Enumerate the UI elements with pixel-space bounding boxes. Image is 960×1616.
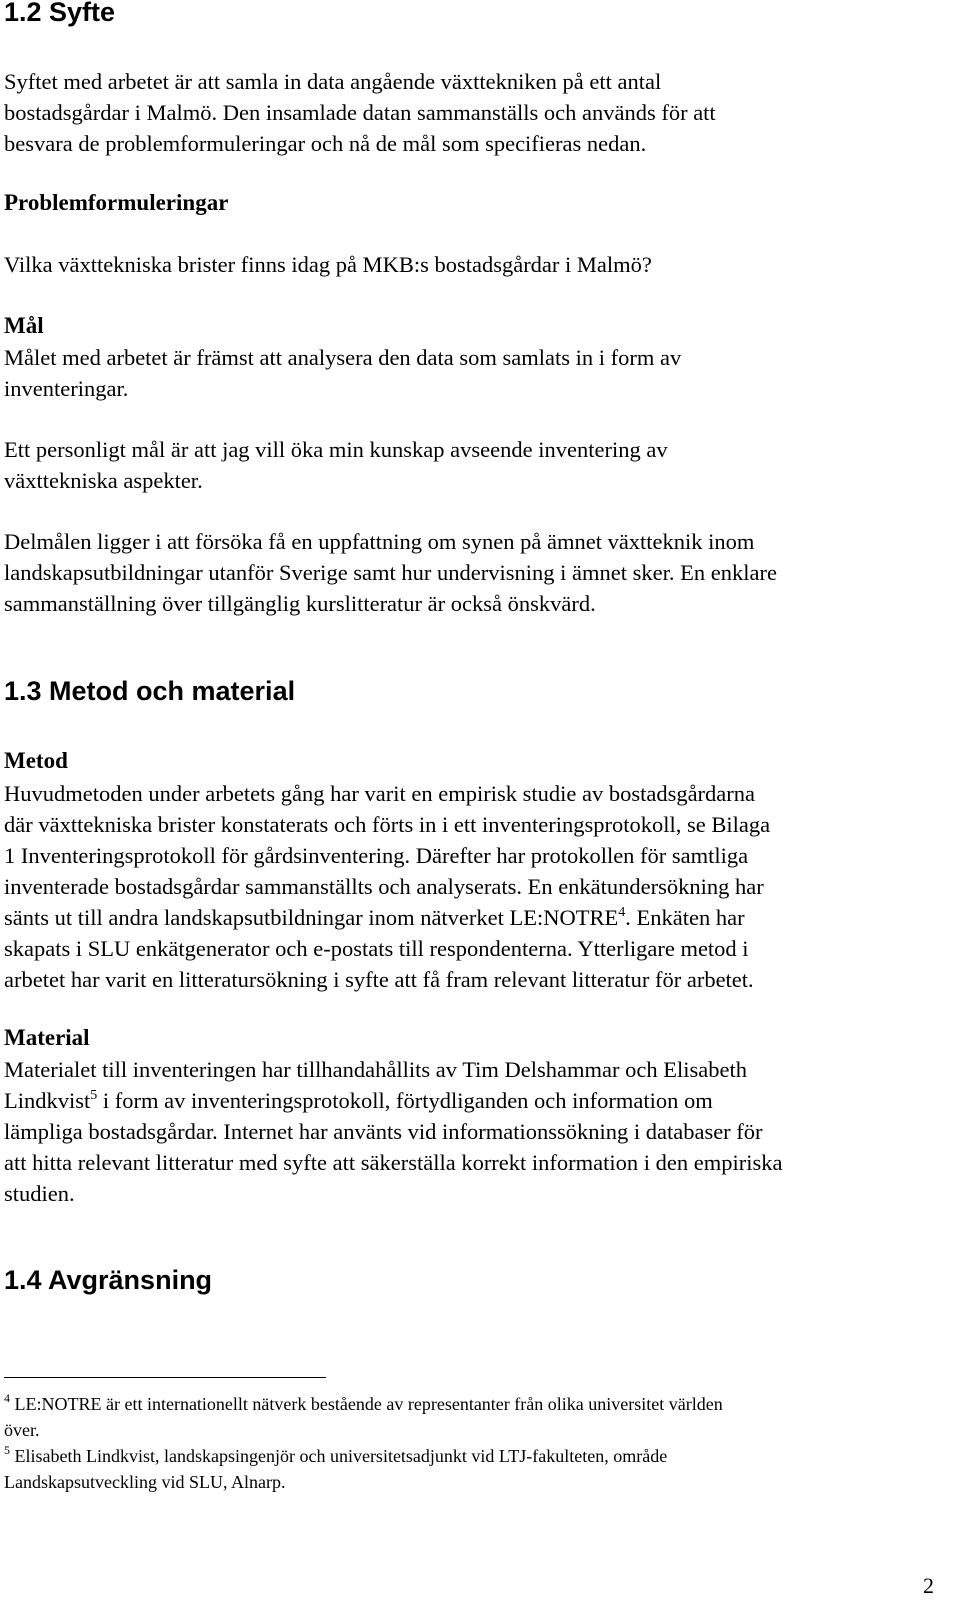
footnote-line xyxy=(4,1443,667,1469)
text-line: Målet med arbetet är främst att analysera den data som samlats in i form av xyxy=(4,345,682,370)
text-line: besvara de problemformuleringar och nå de mål som specifieras nedan. xyxy=(4,131,647,156)
footnote-text: LE:NOTRE är ett internationellt nätverk bestående av representanter från olika universitet världen xyxy=(14,1394,723,1414)
footnote-5 xyxy=(4,1443,667,1495)
text-fragment: sänts ut till andra landskapsutbildningar inom nätverket LE:NOTRE xyxy=(4,905,619,930)
footnote-number: 5 xyxy=(4,1443,10,1457)
text-line: att hitta relevant litteratur med syfte att säkerställa korrekt information i den empiriska xyxy=(4,1150,783,1175)
text-line: lämpliga bostadsgårdar. Internet har använts vid informationssökning i databaser för xyxy=(4,1119,763,1144)
text-line: 1 Inventeringsprotokoll för gårdsinventering. Därefter har protokollen för samtliga xyxy=(4,843,749,868)
text-line: Huvudmetoden under arbetets gång har varit en empirisk studie av bostadsgårdarna xyxy=(4,781,756,806)
footnote-line: Landskapsutveckling vid SLU, Alnarp. xyxy=(4,1472,286,1492)
page-number: 2 xyxy=(923,1573,934,1598)
subheading-mal: Mål xyxy=(4,313,44,338)
text-line: inventeringar. xyxy=(4,376,129,401)
footnote-ref-4[interactable]: 4 xyxy=(618,905,626,920)
text-line: inventerade bostadsgårdar sammanställts och analyserats. En enkätundersökning har xyxy=(4,874,764,899)
text-line: studien. xyxy=(4,1181,75,1206)
text-line: Ett personligt mål är att jag vill öka min kunskap avseende inventering av xyxy=(4,437,668,462)
mal-paragraph xyxy=(4,342,681,404)
delmal-paragraph xyxy=(4,526,777,619)
text-line xyxy=(4,902,770,933)
text-line: bostadsgårdar i Malmö. Den insamlade datan sammanställs och används för att xyxy=(4,100,716,125)
footnote-line: över. xyxy=(4,1420,40,1440)
material-paragraph xyxy=(4,1054,782,1209)
text-line: sammanställning över tillgänglig kurslitteratur är också önskvärd. xyxy=(4,591,596,616)
metod-paragraph xyxy=(4,778,770,995)
section-heading-syfte: 1.2 Syfte xyxy=(4,0,116,27)
footnote-separator xyxy=(4,1377,326,1378)
text-fragment: Lindkvist xyxy=(4,1088,91,1113)
subheading-metod: Metod xyxy=(4,748,68,773)
text-line: skapats i SLU enkätgenerator och e-postats till respondenterna. Ytterligare metod i xyxy=(4,936,749,961)
text-fragment: . Enkäten har xyxy=(625,905,745,930)
footnote-number: 4 xyxy=(4,1391,10,1405)
problem-paragraph xyxy=(4,249,652,280)
text-line: Vilka växttekniska brister finns idag på MKB:s bostadsgårdar i Malmö? xyxy=(4,252,652,277)
text-line: där växttekniska brister konstaterats och förts in i ett inventeringsprotokoll, se Bilaga xyxy=(4,812,771,837)
syfte-paragraph xyxy=(4,66,716,159)
footnote-4 xyxy=(4,1391,723,1443)
subheading-material: Material xyxy=(4,1025,90,1050)
text-line xyxy=(4,1085,782,1116)
subheading-problemformuleringar: Problemformuleringar xyxy=(4,190,229,215)
text-line: Materialet till inventeringen har tillhandahållits av Tim Delshammar och Elisabeth xyxy=(4,1057,747,1082)
personal-goal-paragraph xyxy=(4,434,668,496)
section-heading-metod-och-material: 1.3 Metod och material xyxy=(4,676,296,706)
text-line: Delmålen ligger i att försöka få en uppfattning om synen på ämnet växtteknik inom xyxy=(4,529,755,554)
text-fragment: i form av inventeringsprotokoll, förtydliganden och information om xyxy=(97,1088,713,1113)
footnote-line xyxy=(4,1391,723,1417)
text-line: Syftet med arbetet är att samla in data angående växttekniken på ett antal xyxy=(4,69,662,94)
footnote-text: Elisabeth Lindkvist, landskapsingenjör och universitetsadjunkt vid LTJ-fakulteten, område xyxy=(14,1446,668,1466)
text-line: växttekniska aspekter. xyxy=(4,468,203,493)
text-line: arbetet har varit en litteratursökning i syfte att få fram relevant litteratur för arbetet. xyxy=(4,967,754,992)
footnote-ref-5[interactable]: 5 xyxy=(90,1088,98,1103)
section-heading-avgransning: 1.4 Avgränsning xyxy=(4,1265,213,1295)
text-line: landskapsutbildningar utanför Sverige samt hur undervisning i ämnet sker. En enklare xyxy=(4,560,777,585)
